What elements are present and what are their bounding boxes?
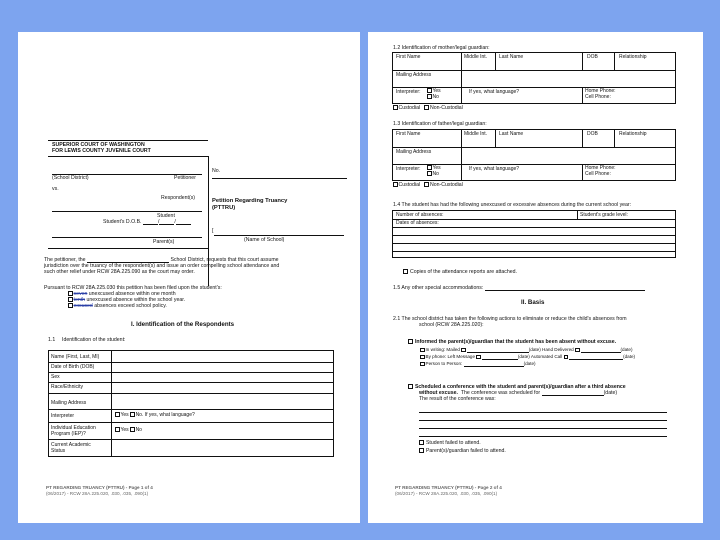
informed-heading xyxy=(408,339,616,345)
intro-line3: such other relief under RCW 28A.225.090 as the court may order. xyxy=(44,269,195,275)
informed-writing-row xyxy=(420,347,633,353)
table-row-label: Current Academic xyxy=(51,442,91,448)
table-row-label: Program (IEP)? xyxy=(51,431,86,437)
parent-failed xyxy=(419,448,506,454)
basis-checkbox-1[interactable] xyxy=(68,291,73,296)
iep-no-label: No xyxy=(135,427,142,433)
mother-table-col-line xyxy=(614,53,615,70)
student-table-row-line xyxy=(49,382,333,383)
automated-call-label: Automated Call xyxy=(530,354,563,359)
father-home-phone-label: Home Phone: xyxy=(585,165,616,171)
father-interp-yes-label: Yes xyxy=(432,165,441,171)
father-table xyxy=(392,129,676,181)
table-row-label: Sex xyxy=(51,374,60,380)
father-cell-phone-label: Cell Phone: xyxy=(585,171,611,177)
father-last-name-header: Last Name xyxy=(499,131,524,137)
student-table-col-divider xyxy=(111,351,112,456)
attendance-reports xyxy=(403,269,517,275)
table-row-label: Date of Birth (DOB) xyxy=(51,364,95,370)
table-row-label: Interpreter xyxy=(51,413,75,419)
school-district-label: (School District) xyxy=(52,175,89,181)
iep-yes-checkbox[interactable] xyxy=(115,427,120,432)
table-row-label: Individual Education xyxy=(51,425,96,431)
conference-line2-b: The conference was scheduled for xyxy=(460,390,541,396)
mother-table-col-line xyxy=(461,53,462,70)
table-row-label: Mailing Address xyxy=(51,400,87,406)
footer-line1: PT REGARDING TRUANCY (PTTRU) - Page 1 of 4 xyxy=(46,485,153,490)
parents-line xyxy=(52,237,202,238)
informed-checkbox[interactable] xyxy=(408,339,413,344)
student-table-row-line xyxy=(49,362,333,363)
footer-line1: PT REGARDING TRUANCY (PTTRU) - Page 2 of 4 xyxy=(395,485,502,490)
mother-custodial-label: Custodial xyxy=(398,105,421,111)
case-number-line xyxy=(212,178,347,179)
father-table-col-line xyxy=(582,164,583,180)
basis-option-3-text: absences exceed school policy. xyxy=(92,303,167,309)
school-name-bracket: [ xyxy=(212,228,214,234)
basis-option-2-text: unexcused absence within the school year. xyxy=(85,297,186,303)
father-table-col-line xyxy=(495,130,496,147)
mother-dob-header: DOB xyxy=(587,54,598,60)
absences-table-row-line xyxy=(393,227,675,228)
mailed-date-label: (date) xyxy=(528,347,541,352)
interpreter-yes-checkbox[interactable] xyxy=(115,412,120,417)
father-custodial-label: Custodial xyxy=(398,182,421,188)
mother-interp-no[interactable] xyxy=(427,94,439,100)
mother-interp-no-label: No xyxy=(432,94,439,100)
informed-heading-text: Informed the parent(s)/guardian that the student has been absent without excuse. xyxy=(414,339,617,345)
in-writing-label: In writing: Mailed xyxy=(425,347,460,352)
mother-mailing-address-label: Mailing Address xyxy=(396,72,432,78)
number-of-absences-label: Number of absences: xyxy=(396,212,444,218)
court-name-line2: FOR LEWIS COUNTY JUVENILE COURT xyxy=(52,148,151,154)
subsection-1-5 xyxy=(393,285,645,291)
iep-yes-label: Yes xyxy=(120,427,129,433)
section-1-heading: I. Identification of the Respondents xyxy=(131,321,235,328)
conference-date-label: (date) xyxy=(603,390,618,396)
father-mailing-address-label: Mailing Address xyxy=(396,149,432,155)
subsection-2-1-line2: school (RCW 28A.225.020): xyxy=(419,322,484,328)
mother-table-row-line xyxy=(393,70,675,71)
subsection-1-3: 1.3 Identification of father/legal guardian: xyxy=(393,121,487,127)
conference-line1-text: Scheduled a conference with the student and parent(s)/guardian after a third absence xyxy=(414,384,626,390)
hand-delivered-checkbox[interactable] xyxy=(575,348,580,353)
case-number-label: No. xyxy=(212,168,221,174)
conference-result-line xyxy=(419,412,667,413)
mother-relationship-header: Relationship xyxy=(619,54,647,60)
pursuant-text: Pursuant to RCW 28A.225.030 this petition has been filed upon the student's: xyxy=(44,285,222,291)
respondent-line xyxy=(52,211,202,212)
conference-line3: The result of the conference was: xyxy=(419,396,496,402)
absences-table xyxy=(392,210,676,258)
attendance-reports-checkbox[interactable] xyxy=(403,269,408,274)
basis-option-3-struck: excused xyxy=(73,303,93,309)
father-custody xyxy=(393,182,463,188)
writing-checkbox[interactable] xyxy=(420,348,425,353)
automated-call-date-label: (date) xyxy=(623,354,636,359)
father-middle-header: Middle Int. xyxy=(464,131,488,137)
father-interp-no-label: No xyxy=(432,171,439,177)
father-custodial-checkbox[interactable] xyxy=(393,182,398,187)
subsection-1-5-text: 1.5 Any other special accommodations: xyxy=(393,285,484,291)
mother-last-name-header: Last Name xyxy=(499,54,524,60)
phone-checkbox[interactable] xyxy=(420,355,425,360)
father-interp-no[interactable] xyxy=(427,171,439,177)
student-table-row-line xyxy=(49,439,333,440)
interpreter-no-checkbox[interactable] xyxy=(130,412,135,417)
student-table xyxy=(48,350,334,457)
parent-failed-checkbox[interactable] xyxy=(419,448,424,453)
left-message-checkbox[interactable] xyxy=(476,355,481,360)
basis-option-2-struck: tenth xyxy=(73,297,86,303)
mother-table-col-line xyxy=(495,53,496,70)
mother-noncustodial-label: Non-Custodial xyxy=(429,105,463,111)
student-dob-row: Student's D.O.B. / / xyxy=(103,219,191,225)
mother-table xyxy=(392,52,676,104)
petitioner-label: Petitioner xyxy=(174,175,196,181)
mother-cell-phone-label: Cell Phone: xyxy=(585,94,611,100)
interpreter-yes-label: Yes xyxy=(120,412,129,418)
left-message-date-label: (date) xyxy=(517,354,530,359)
mailed-checkbox[interactable] xyxy=(461,348,466,353)
mother-table-col-line xyxy=(461,70,462,103)
father-table-col-line xyxy=(461,130,462,147)
table-row-label: Name (First, Last, MI) xyxy=(51,354,100,360)
petition-title-line1: Petition Regarding Truancy xyxy=(212,198,288,204)
school-name-line xyxy=(214,235,344,236)
student-failed-checkbox[interactable] xyxy=(419,440,424,445)
mother-noncustodial-checkbox[interactable] xyxy=(424,105,429,110)
in-person-date-label: (date) xyxy=(523,361,536,366)
father-table-col-line xyxy=(614,130,615,147)
caption-rule-top xyxy=(48,140,208,141)
hand-delivered-date-label: (date) xyxy=(620,347,633,352)
father-table-row-line xyxy=(393,147,675,148)
absences-table-row-line xyxy=(393,251,675,252)
father-table-col-line xyxy=(461,147,462,180)
student-failed-label: Student failed to attend. xyxy=(425,440,481,446)
father-dob-header: DOB xyxy=(587,131,598,137)
father-table-col-line xyxy=(582,130,583,147)
informed-person-row xyxy=(420,361,536,367)
subsection-1-1-text: Identification of the student: xyxy=(62,337,126,343)
father-noncustodial-checkbox[interactable] xyxy=(424,182,429,187)
petition-title-line2: (PTTRU) xyxy=(212,205,236,211)
student-table-row-line xyxy=(49,422,333,423)
footer-line2: (06/2017) - RCW 28A.225.020, .030, .035, .090(1) xyxy=(46,491,149,496)
mother-language-label: If yes, what language? xyxy=(469,89,520,95)
mother-middle-header: Middle Int. xyxy=(464,54,488,60)
mother-interp-yes-checkbox[interactable] xyxy=(427,88,432,93)
mother-custodial-checkbox[interactable] xyxy=(393,105,398,110)
father-language-label: If yes, what language? xyxy=(469,166,520,172)
mother-table-col-line xyxy=(582,53,583,70)
conference-result-line xyxy=(419,420,667,421)
father-noncustodial-label: Non-Custodial xyxy=(429,182,463,188)
interpreter-options xyxy=(115,412,195,418)
parent-failed-label: Parent(s)/guardian failed to attend. xyxy=(425,448,506,454)
attendance-reports-label: Copies of the attendance reports are attached. xyxy=(409,269,517,275)
automated-call-checkbox[interactable] xyxy=(564,355,569,360)
student-table-row-line xyxy=(49,409,333,410)
subsection-1-4: 1.4 The student has had the following unexcused or excessive absences during the current school year: xyxy=(393,202,632,208)
basis-option-3[interactable] xyxy=(68,303,167,309)
subsection-2-1-line1: 2.1 The school district has taken the following actions to eliminate or reduce the child's absences from xyxy=(393,316,627,322)
subsection-1-2: 1.2 Identification of mother/legal guardian: xyxy=(393,45,490,51)
hand-delivered-label: Hand Delivered xyxy=(542,347,574,352)
mother-interp-yes-label: Yes xyxy=(432,88,441,94)
table-row-label: Status xyxy=(51,448,66,454)
father-first-name-header: First Name xyxy=(396,131,421,137)
basis-option-1-struck: seven xyxy=(73,291,88,297)
intro-line1-b: School District, requests that this court assume xyxy=(170,257,279,263)
dates-of-absences-label: Dates of absences: xyxy=(396,220,439,226)
grade-level-label: Student's grade level: xyxy=(580,212,628,218)
student-table-row-line xyxy=(49,372,333,373)
intro-line2: jurisdiction over the truancy of the respondent(s) and issue an order compelling school attendance and xyxy=(44,263,280,269)
parents-label: Parent(s) xyxy=(153,239,175,245)
informed-phone-row xyxy=(420,354,635,360)
school-name-label: (Name of School) xyxy=(244,237,285,243)
student-failed xyxy=(419,440,481,446)
student-label: Student xyxy=(157,213,175,219)
mother-table-col-line xyxy=(582,87,583,103)
mother-interpreter-label: Interpreter: xyxy=(396,89,421,95)
caption-rule-bottom xyxy=(48,248,208,249)
person-checkbox[interactable] xyxy=(420,362,425,367)
father-interpreter-label: Interpreter: xyxy=(396,166,421,172)
iep-no-checkbox[interactable] xyxy=(130,427,135,432)
basis-checkbox-2[interactable] xyxy=(68,297,73,302)
absences-table-row-line xyxy=(393,235,675,236)
mother-first-name-header: First Name xyxy=(396,54,421,60)
father-interp-yes-checkbox[interactable] xyxy=(427,165,432,170)
page-2 xyxy=(368,32,703,523)
father-relationship-header: Relationship xyxy=(619,131,647,137)
footer-line2: (06/2017) - RCW 28A.225.020, .030, .035, .090(1) xyxy=(395,491,498,496)
conference-result-line xyxy=(419,436,667,437)
father-interp-no-checkbox[interactable] xyxy=(427,171,432,176)
section-2-heading: II. Basis xyxy=(521,299,545,306)
student-dob-label: Student's D.O.B. xyxy=(103,219,142,225)
caption-rule xyxy=(48,156,208,157)
vs-label: vs. xyxy=(52,186,59,192)
conference-line2-a: without excuse. xyxy=(419,390,458,396)
by-phone-label: By phone: Left Message xyxy=(425,354,476,359)
page-1 xyxy=(18,32,360,523)
mother-interp-no-checkbox[interactable] xyxy=(427,94,432,99)
respondents-label: Respondent(s) xyxy=(161,195,196,201)
iep-options xyxy=(115,427,142,433)
in-person-label: Person to Person: xyxy=(425,361,463,366)
student-table-row-line xyxy=(49,393,333,394)
mother-home-phone-label: Home Phone: xyxy=(585,88,616,94)
conference-result-line xyxy=(419,428,667,429)
mother-custody xyxy=(393,105,463,111)
absences-table-row-line xyxy=(393,243,675,244)
conference-checkbox[interactable] xyxy=(408,384,413,389)
table-row-label: Race/Ethnicity xyxy=(51,384,83,390)
intro-line1-a: The petitioner, the xyxy=(44,257,86,263)
court-name-line1: SUPERIOR COURT OF WASHINGTON xyxy=(52,142,145,148)
basis-checkbox-3[interactable] xyxy=(68,303,73,308)
absences-table-col-line xyxy=(577,211,578,219)
interpreter-no-label: No. If yes, what language? xyxy=(135,412,195,418)
subsection-1-1-num: 1.1 xyxy=(48,337,56,343)
basis-option-1-text: unexcused absence within one month xyxy=(87,291,176,297)
